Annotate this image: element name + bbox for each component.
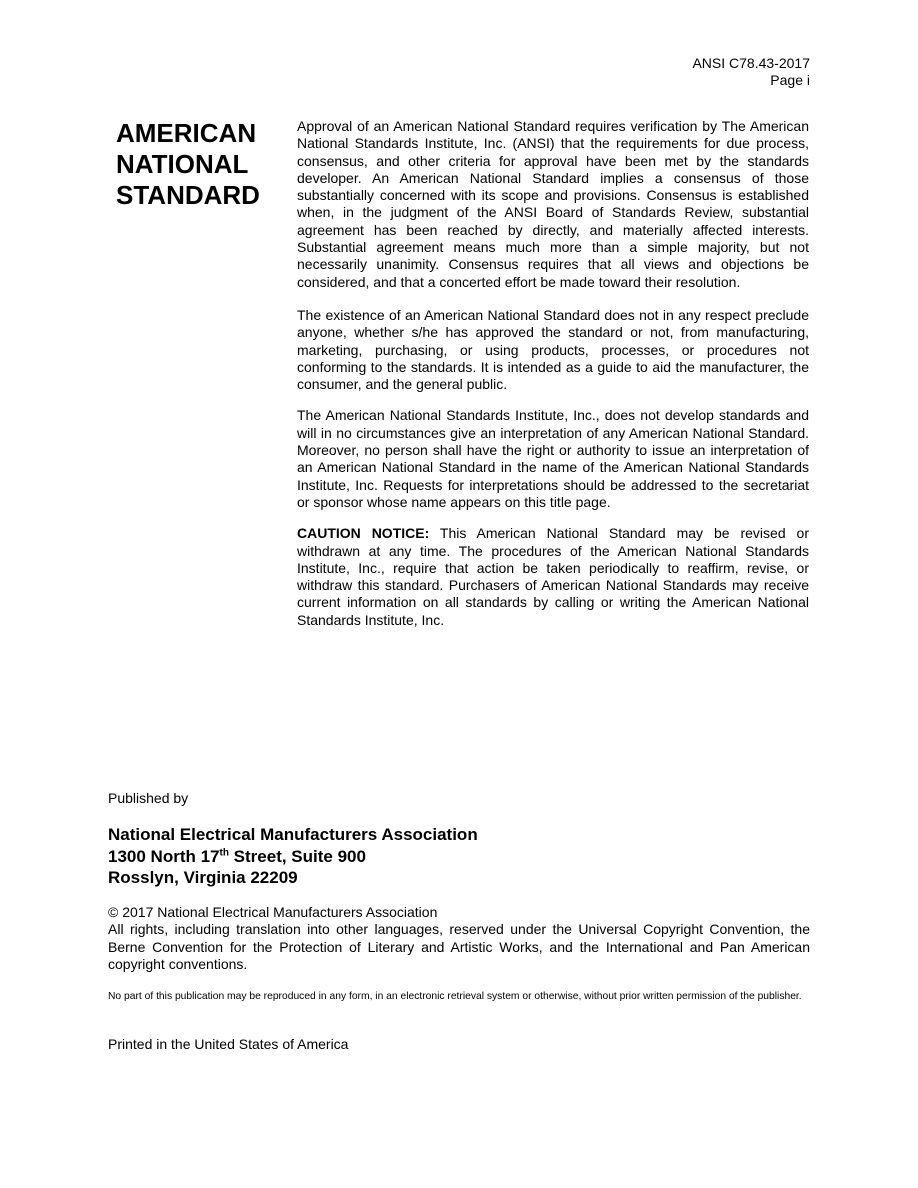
- page-number: Page i: [770, 72, 810, 88]
- reproduction-notice: No part of this publication may be reproduced in any form, in an electronic retrieval system or otherwise, without prior written permission of the publisher.: [108, 991, 802, 1002]
- published-by-label: Published by: [108, 790, 189, 806]
- rights-statement: All rights, including translation into other languages, reserved under the Universal Copyright Convention, the Berne Convention for the Protection of Literary and Artistic Works, and the International and Pan American copyright conventions.: [108, 921, 810, 972]
- side-title-line-1: AMERICAN: [116, 118, 257, 148]
- side-title: [116, 118, 286, 211]
- street-number: 1300 North 17: [108, 846, 220, 866]
- approval-paragraph: Approval of an American National Standard requires verification by The American National Standards Institute, Inc. (ANSI) that the requirements for due process, consensus, and other criteria for approval have been met by the standards developer. An American National Standard implies a consensus of those substantially concerned with its scope and provisions. Consensus is established when, in the judgment of the ANSI Board of Standards Review, substantial agreement has been reached by directly, and materially affected interests. Substantial agreement means much more than a simple majority, but not necessarily unanimity. Consensus requires that all views and objections be considered, and that a concerted effort be made toward their resolution.: [297, 118, 809, 290]
- caution-text: This American National Standard may be revised or withdrawn at any time. The procedures of the American National Standards Institute, Inc., require that action be taken periodically to reaffirm, revise, or withdraw this standard. Purchasers of American National Standards may receive current information on all standards by calling or writing the American National Standards Institute, Inc.: [297, 525, 809, 628]
- publisher-street: [108, 846, 478, 868]
- street-rest: Street, Suite 900: [228, 846, 366, 866]
- copyright-notice: © 2017 National Electrical Manufacturers Association: [108, 904, 438, 920]
- document-id: ANSI C78.43-2017: [692, 55, 810, 71]
- side-title-line-3: STANDARD: [116, 180, 260, 210]
- publisher-block: [108, 824, 478, 889]
- body-text: [297, 118, 809, 645]
- side-title-line-2: NATIONAL: [116, 149, 249, 179]
- existence-paragraph: The existence of an American National Standard does not in any respect preclude anyone, whether s/he has approved the standard or not, from manufacturing, marketing, purchasing, or using products, processes, or procedures not conforming to the standards. It is intended as a guide to aid the manufacturer, the consumer, and the general public.: [297, 306, 809, 393]
- page-header: [692, 55, 810, 89]
- street-ordinal: th: [219, 846, 229, 858]
- publisher-city: Rosslyn, Virginia 22209: [108, 868, 298, 887]
- caution-label: CAUTION NOTICE:: [297, 525, 430, 542]
- printed-location: Printed in the United States of America: [108, 1036, 349, 1052]
- copyright-block: [108, 904, 810, 973]
- interpretation-paragraph: The American National Standards Institute, Inc., does not develop standards and will in no circumstances give an interpretation of any American National Standard. Moreover, no person shall have the right or authority to issue an interpretation of an American National Standard in the name of the American National Standards Institute, Inc. Requests for interpretations should be addressed to the secretariat or sponsor whose name appears on this title page.: [297, 407, 809, 510]
- publisher-name: National Electrical Manufacturers Association: [108, 825, 478, 844]
- caution-paragraph: [297, 525, 809, 629]
